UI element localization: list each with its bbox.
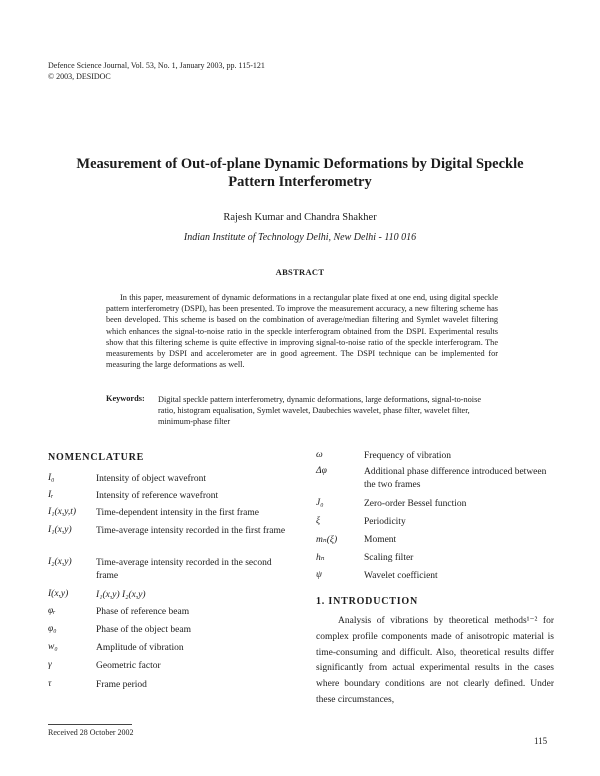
nom-desc: Time-average intensity recorded in the first frame [96, 526, 286, 536]
nom-symbol: φ₀ [48, 624, 57, 634]
nom-symbol: I(x,y) [48, 589, 69, 599]
nom-desc: Moment [364, 535, 397, 545]
footnote-divider [48, 724, 132, 725]
nom-symbol: mₙ(ξ) [316, 535, 338, 545]
nom-symbol: ω [316, 450, 323, 460]
nom-symbol: I₁(x,y,t) [48, 507, 77, 517]
nom-symbol: hₙ [316, 553, 325, 563]
nom-desc: Phase of the object beam [96, 625, 191, 635]
nom-symbol: φᵣ [48, 606, 56, 616]
nom-desc: Amplitude of vibration [96, 643, 184, 653]
affiliation-text: Indian Institute of Technology Delhi, New Delhi - 110 016 [183, 232, 417, 243]
nom-desc: Periodicity [364, 517, 406, 527]
abstract-text: In this paper, measurement of dynamic deformations in a rectangular plate fixed at one end, using digital speckle pattern interferometry (DSPI), has been presented. To improve the measurement accuracy, a new filtering scheme has been developed. This scheme is based on the combination of average/median filtering and Symlet wavelet filtering which enhances the signal-to-noise ratio in the speckle interferogram obtained from the DSPI. Experimental results show that this filtering scheme is quite effective in improving signal-to-noise ratio of the speckle interferogram. The measurements by DSPI and accelerometer are in good agreement. The DSPI technique can be implemented for measuring the large deformations as well. [106, 293, 498, 370]
page-number: 115 [534, 736, 548, 746]
keywords-text: Digital speckle pattern interferometry, dynamic deformations, large deformations, signal-to-noise ratio, histogram equalisation, Symlet wavelet, Daubechies wavelet, phase filter, wavelet filter, minimum-phase filter [158, 395, 482, 427]
nom-symbol: τ [48, 679, 52, 689]
nom-desc: Scaling filter [364, 553, 414, 563]
copyright-line: © 2003, DESIDOC [48, 72, 111, 81]
authors: Rajesh Kumar and Chandra Shakher [223, 212, 377, 223]
nom-symbol: I₁(x,y) [48, 525, 72, 535]
nom-desc: I₁(x,y) I₂(x,y) [96, 590, 146, 600]
nom-symbol: ψ [316, 570, 322, 580]
journal-header [48, 60, 265, 82]
journal-citation: Defence Science Journal, Vol. 53, No. 1, January 2003, pp. 115-121 [48, 61, 265, 70]
nom-desc: Time-average intensity recorded in the second frame [96, 558, 272, 581]
nomenclature-heading: NOMENCLATURE [48, 452, 145, 463]
nom-symbol: Δφ [316, 466, 327, 476]
nom-symbol: J₀ [316, 498, 324, 508]
nom-desc: Phase of reference beam [96, 607, 190, 617]
nom-symbol: I₂(x,y) [48, 557, 72, 567]
nom-desc: Intensity of reference wavefront [96, 491, 219, 501]
nom-desc: Frame period [96, 680, 147, 690]
paper-title: Measurement of Out-of-plane Dynamic Deformations by Digital Speckle Pattern Interferometry [76, 156, 524, 190]
introduction-text: Analysis of vibrations by theoretical methods¹⁻² for complex profile components made of anisotropic material is time-consuming and difficult. Also, theoretical results differ significantly from actual experimental results in the cases where boundary conditions are not clearly defined. Under these circumstances, [316, 616, 554, 705]
nom-desc: Time-dependent intensity in the first frame [96, 508, 259, 518]
nom-symbol: ξ [316, 516, 321, 526]
nom-symbol: I₀ [48, 473, 55, 483]
introduction-heading: 1. INTRODUCTION [316, 596, 419, 607]
nom-desc: Additional phase difference introduced between the two frames [364, 467, 547, 490]
abstract-heading: ABSTRACT [275, 267, 325, 277]
affiliation [0, 232, 600, 243]
nom-desc: Wavelet coefficient [364, 571, 438, 581]
received-date: Received 28 October 2002 [48, 728, 134, 737]
nom-desc: Geometric factor [96, 661, 161, 671]
nom-symbol: Iᵣ [48, 490, 54, 500]
keywords-label: Keywords: [106, 394, 145, 403]
nom-symbol: w₀ [48, 642, 58, 652]
nom-symbol: γ [48, 660, 52, 670]
nom-desc: Zero-order Bessel function [364, 499, 467, 509]
nom-desc: Frequency of vibration [364, 451, 452, 461]
nom-desc: Intensity of object wavefront [96, 474, 207, 484]
